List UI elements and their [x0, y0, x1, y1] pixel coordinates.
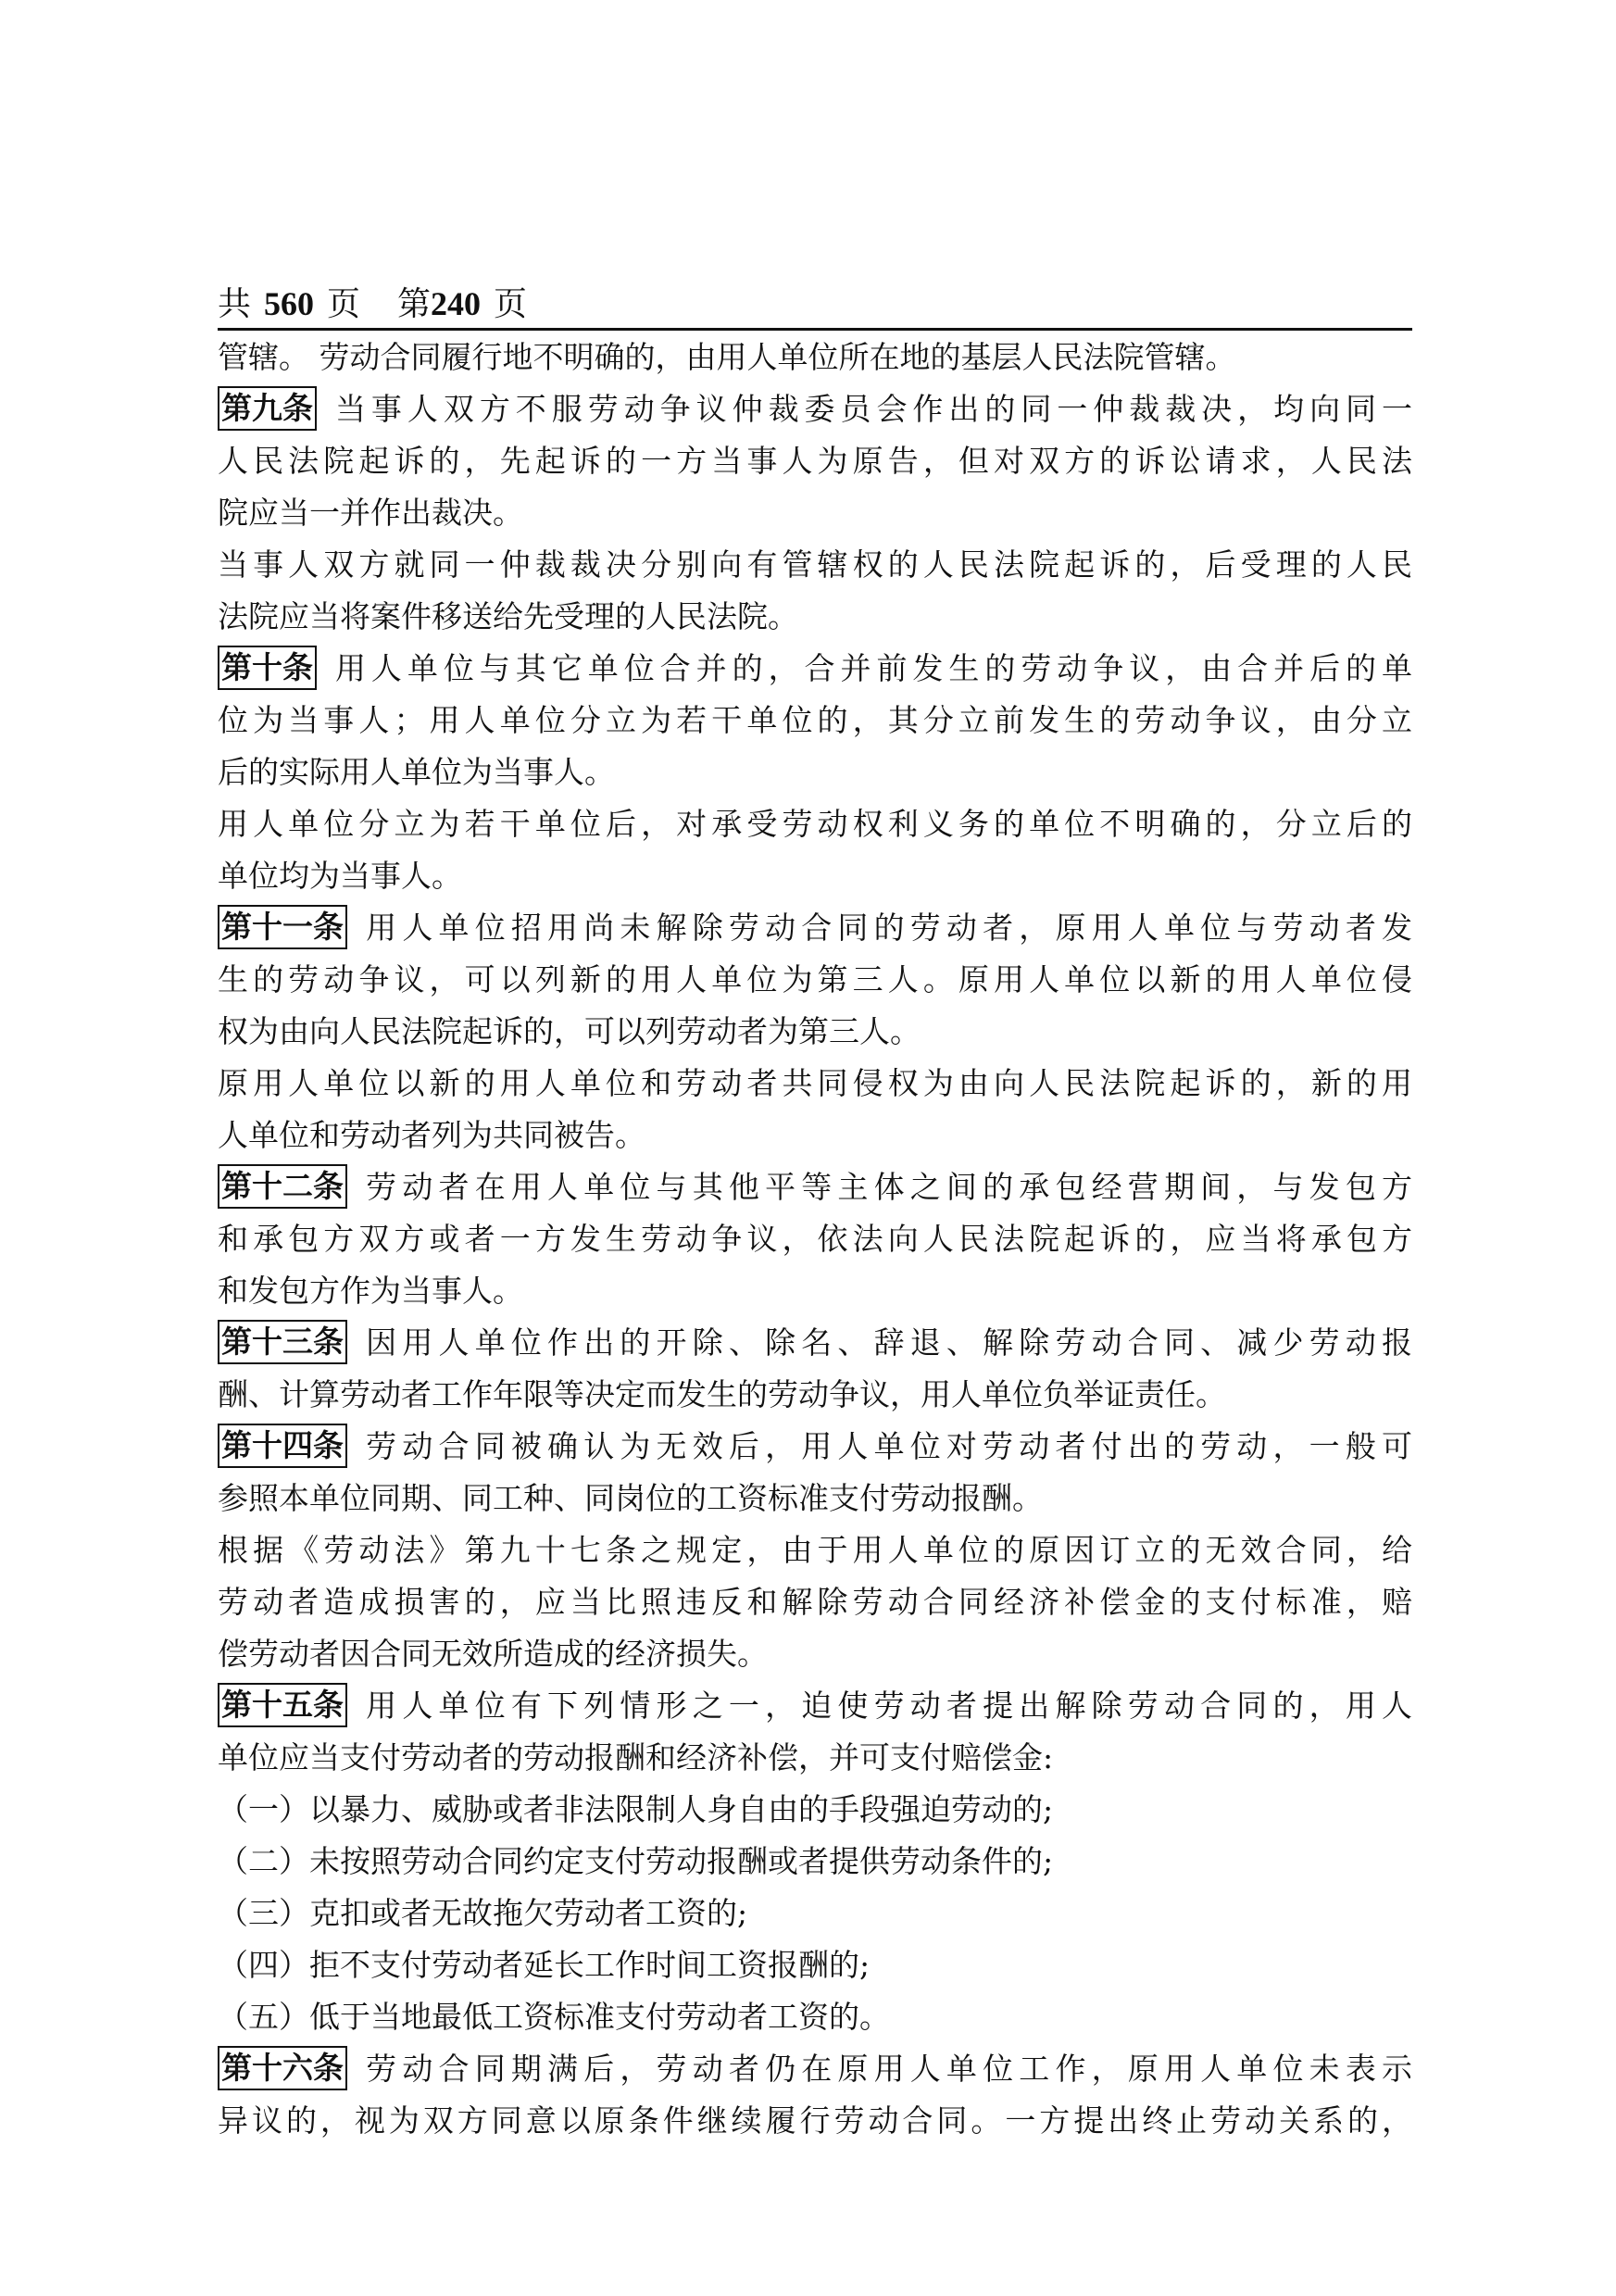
text-line — [218, 798, 1412, 850]
text-line — [218, 747, 1412, 798]
line-text: 人民法院起诉的，先起诉的一方当事人为原告，但对双方的诉讼请求，人民法 — [218, 443, 1412, 479]
page-unit-2: 页 — [494, 285, 528, 323]
line-text: 当事人双方不服劳动争议仲裁委员会作出的同一仲裁裁决，均向同一 — [330, 391, 1412, 427]
article-number: 第十四条 — [218, 1424, 347, 1468]
line-text: （三）克扣或者无故拖欠劳动者工资的; — [218, 1895, 748, 1931]
line-text: 单位均为当事人。 — [218, 858, 462, 894]
article-line — [218, 1421, 1412, 1473]
page-header — [218, 280, 1412, 331]
text-line — [218, 850, 1412, 902]
line-text: 生的劳动争议，可以列新的用人单位为第三人。原用人单位以新的用人单位侵 — [218, 961, 1412, 997]
line-text: 偿劳动者因合同无效所造成的经济损失。 — [218, 1636, 768, 1672]
text-line — [218, 1784, 1412, 1836]
line-text: 劳动者在用人单位与其他平等主体之间的承包经营期间，与发包方 — [360, 1169, 1412, 1205]
line-text: （四）拒不支付劳动者延长工作时间工资报酬的; — [218, 1947, 871, 1983]
text-line — [218, 1265, 1412, 1317]
text-line — [218, 954, 1412, 1006]
line-text: （一）以暴力、威胁或者非法限制人身自由的手段强迫劳动的; — [218, 1791, 1054, 1827]
article-number: 第十五条 — [218, 1683, 347, 1727]
page-unit-1: 页 — [327, 285, 361, 323]
line-text: 权为由向人民法院起诉的，可以列劳动者为第三人。 — [218, 1013, 921, 1049]
line-text: 用人单位有下列情形之一，迫使劳动者提出解除劳动合同的，用人 — [360, 1687, 1412, 1724]
article-line — [218, 643, 1412, 695]
article-line — [218, 902, 1412, 954]
line-text: 劳动者造成损害的，应当比照违反和解除劳动合同经济补偿金的支付标准，赔 — [218, 1584, 1412, 1620]
line-text: 用人单位招用尚未解除劳动合同的劳动者，原用人单位与劳动者发 — [360, 910, 1412, 946]
line-text: （二）未按照劳动合同约定支付劳动报酬或者提供劳动条件的; — [218, 1843, 1054, 1879]
line-text: 后的实际用人单位为当事人。 — [218, 754, 615, 790]
text-line — [218, 539, 1412, 591]
article-line — [218, 2043, 1412, 2095]
text-line — [218, 1213, 1412, 1265]
line-text: （五）低于当地最低工资标准支付劳动者工资的。 — [218, 1999, 890, 2035]
line-text: 用人单位与其它单位合并的，合并前发生的劳动争议，由合并后的单 — [330, 650, 1412, 686]
line-text: 法院应当将案件移送给先受理的人民法院。 — [218, 598, 798, 634]
text-line — [218, 1991, 1412, 2043]
text-line — [218, 695, 1412, 747]
text-line — [218, 591, 1412, 643]
line-text: 劳动合同期满后，劳动者仍在原用人单位工作，原用人单位未表示 — [360, 2051, 1412, 2087]
text-line — [218, 1836, 1412, 1888]
text-line — [218, 1524, 1412, 1576]
article-number: 第九条 — [218, 386, 317, 431]
text-line — [218, 1939, 1412, 1991]
line-text: 人单位和劳动者列为共同被告。 — [218, 1117, 645, 1153]
text-line — [218, 435, 1412, 487]
line-text: 当事人双方就同一仲裁裁决分别向有管辖权的人民法院起诉的，后受理的人民 — [218, 546, 1412, 583]
article-number: 第十条 — [218, 646, 317, 690]
line-text: 用人单位分立为若干单位后，对承受劳动权利义务的单位不明确的，分立后的 — [218, 806, 1412, 842]
article-number: 第十二条 — [218, 1164, 347, 1209]
text-line — [218, 1369, 1412, 1421]
article-line — [218, 383, 1412, 435]
text-line — [218, 1058, 1412, 1110]
article-line — [218, 1161, 1412, 1213]
page-prefix: 第 — [397, 285, 432, 323]
article-line — [218, 1680, 1412, 1732]
total-pages: 560 — [264, 285, 315, 322]
line-text: 根据《劳动法》第九十七条之规定，由于用人单位的原因订立的无效合同，给 — [218, 1532, 1412, 1568]
article-number: 第十三条 — [218, 1320, 347, 1364]
text-line — [218, 1888, 1412, 1939]
text-line — [218, 1473, 1412, 1524]
text-line — [218, 1628, 1412, 1680]
text-line — [218, 1006, 1412, 1058]
article-number: 第十一条 — [218, 905, 347, 949]
text-line — [218, 1110, 1412, 1161]
text-line — [218, 332, 1412, 383]
line-text: 异议的，视为双方同意以原条件继续履行劳动合同。一方提出终止劳动关系的， — [218, 2102, 1412, 2139]
line-text: 位为当事人；用人单位分立为若干单位的，其分立前发生的劳动争议，由分立 — [218, 702, 1412, 738]
line-text: 参照本单位同期、同工种、同岗位的工资标准支付劳动报酬。 — [218, 1480, 1043, 1516]
line-text: 和发包方作为当事人。 — [218, 1273, 523, 1309]
total-prefix: 共 — [218, 285, 252, 323]
text-line — [218, 487, 1412, 539]
line-text: 因用人单位作出的开除、除名、辞退、解除劳动合同、减少劳动报 — [360, 1324, 1412, 1361]
body-text — [218, 332, 1412, 2147]
line-text: 原用人单位以新的用人单位和劳动者共同侵权为由向人民法院起诉的，新的用 — [218, 1065, 1412, 1101]
article-number: 第十六条 — [218, 2046, 347, 2090]
line-text: 和承包方双方或者一方发生劳动争议，依法向人民法院起诉的，应当将承包方 — [218, 1221, 1412, 1257]
line-text: 管辖。 劳动合同履行地不明确的，由用人单位所在地的基层人民法院管辖。 — [218, 339, 1236, 375]
text-line — [218, 1732, 1412, 1784]
text-line — [218, 2095, 1412, 2147]
line-text: 酬、计算劳动者工作年限等决定而发生的劳动争议，用人单位负举证责任。 — [218, 1376, 1226, 1412]
line-text: 院应当一并作出裁决。 — [218, 495, 523, 531]
article-line — [218, 1317, 1412, 1369]
line-text: 劳动合同被确认为无效后，用人单位对劳动者付出的劳动，一般可 — [360, 1428, 1412, 1464]
text-line — [218, 1576, 1412, 1628]
line-text: 单位应当支付劳动者的劳动报酬和经济补偿，并可支付赔偿金: — [218, 1739, 1054, 1775]
current-page: 240 — [431, 285, 482, 322]
